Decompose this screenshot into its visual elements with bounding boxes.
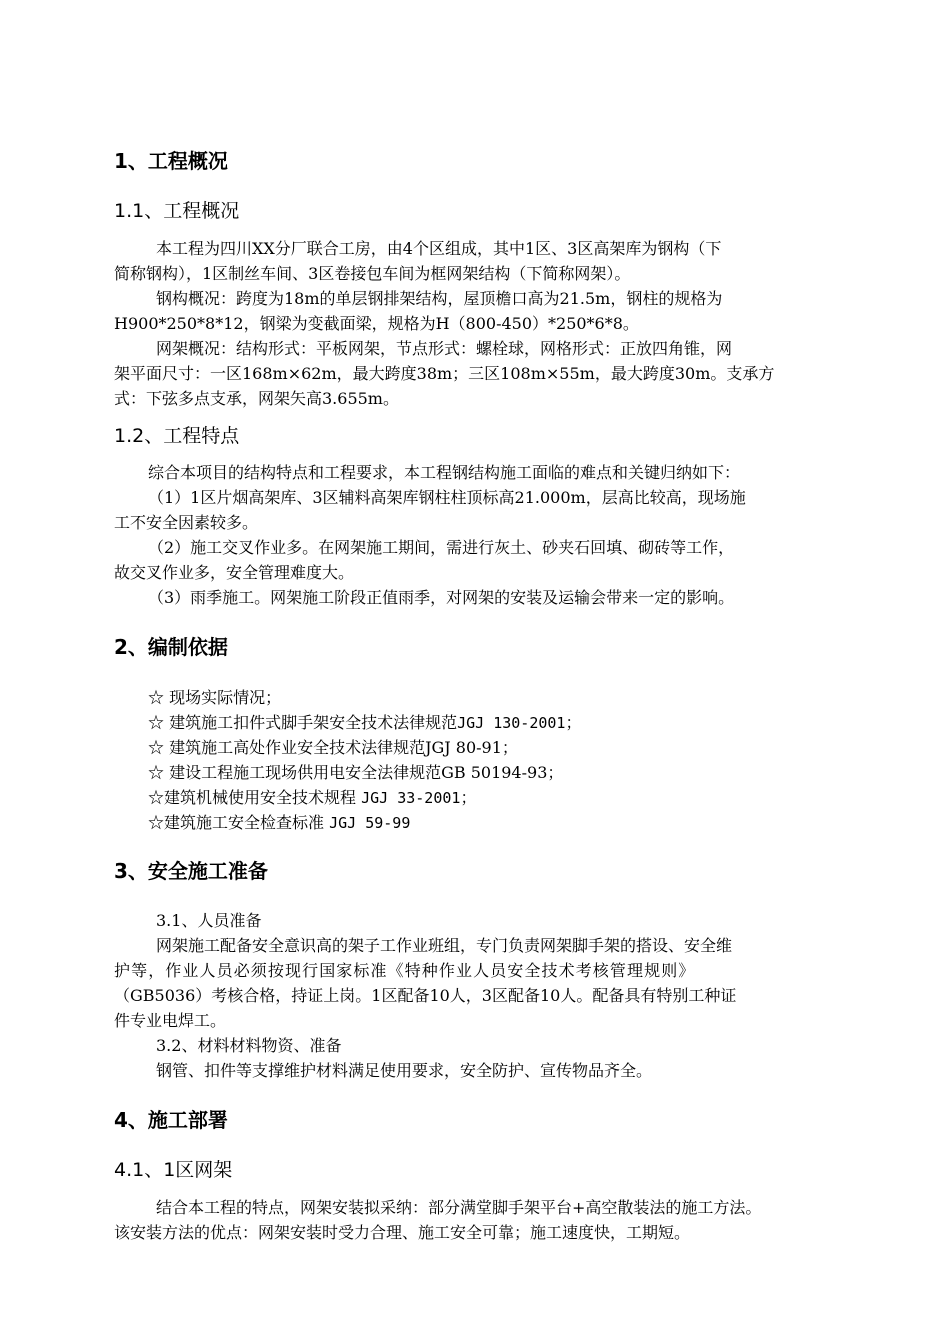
section-2-heading: 2、编制依据 <box>114 635 228 659</box>
para-1-2-item2-line1: （2）施工交叉作业多。在网架施工期间，需进行灰土、砂夹石回填、砌砖等工作， <box>148 538 735 557</box>
basis-item-6: ☆建筑施工安全检查标准 JGJ 59-99 <box>148 813 411 832</box>
para-3-1-line4: 件专业电焊工。 <box>114 1011 227 1030</box>
para-1-1-2-line2: H900*250*8*12，钢梁为变截面梁，规格为H（800-450）*250*6*8。 <box>114 314 639 333</box>
basis-item-1: ☆ 现场实际情况； <box>148 688 282 707</box>
para-1-2-item2-line2: 故交叉作业多，安全管理难度大。 <box>114 563 355 582</box>
basis-item-2: ☆ 建筑施工扣件式脚手架安全技术法律规范JGJ 130-2001； <box>148 713 582 732</box>
section-3-heading: 3、安全施工准备 <box>114 859 268 883</box>
para-3-1-line3: （GB5036）考核合格，持证上岗。1区配备10人，3区配备10人。配备具有特别工种证 <box>114 986 737 1005</box>
para-4-1-line1: 结合本工程的特点，网架安装拟采纳：部分满堂脚手架平台+高空散装法的施工方法。 <box>156 1198 762 1217</box>
section-1-heading: 1、工程概况 <box>114 149 228 173</box>
para-1-2-item3: （3）雨季施工。网架施工阶段正值雨季，对网架的安装及运输会带来一定的影响。 <box>148 588 735 607</box>
para-4-1-line2: 该安装方法的优点：网架安装时受力合理、施工安全可靠；施工速度快，工期短。 <box>114 1223 691 1242</box>
para-1-2-intro: 综合本项目的结构特点和工程要求，本工程钢结构施工面临的难点和关键归纳如下： <box>148 463 741 482</box>
para-1-1-3-line3: 式：下弦多点支承，网架矢高3.655m。 <box>114 389 399 408</box>
section-1-2-heading: 1.2、工程特点 <box>114 425 240 447</box>
para-3-1-line2: 护等，作业人员必须按现行国家标准《特种作业人员安全技术考核管理规则》 <box>114 961 696 980</box>
section-4-heading: 4、施工部署 <box>114 1108 228 1132</box>
section-1-1-heading: 1.1、工程概况 <box>114 200 240 222</box>
para-1-2-item1-line1: （1）1区片烟高架库、3区辅料高架库钢柱柱顶标高21.000m，层高比较高，现场施 <box>148 488 746 507</box>
basis-item-4: ☆ 建设工程施工现场供用电安全法律规范GB 50194-93； <box>148 763 564 782</box>
para-1-2-item1-line2: 工不安全因素较多。 <box>114 513 259 532</box>
section-4-1-heading: 4.1、1区网架 <box>114 1159 233 1181</box>
basis-item-3: ☆ 建筑施工高处作业安全技术法律规范JGJ 80-91； <box>148 738 518 757</box>
para-1-1-1-line2: 简称钢构），1区制丝车间、3区卷接包车间为框网架结构（下简称网架）。 <box>114 264 631 283</box>
para-1-1-3-line2: 架平面尺寸：一区168m×62m，最大跨度38m；三区108m×55m，最大跨度30m。支承方 <box>114 364 775 383</box>
section-3-1-heading: 3.1、人员准备 <box>156 911 262 930</box>
para-3-1-line1: 网架施工配备安全意识高的架子工作业班组，专门负责网架脚手架的搭设、安全维 <box>156 936 733 955</box>
para-1-1-2-line1: 钢构概况：跨度为18m的单层钢排架结构，屋顶檐口高为21.5m，钢柱的规格为 <box>156 289 723 308</box>
para-1-1-1-line1: 本工程为四川XX分厂联合工房，由4个区组成，其中1区、3区高架库为钢构（下 <box>156 239 722 258</box>
basis-item-5: ☆建筑机械使用安全技术规程 JGJ 33-2001； <box>148 788 477 807</box>
para-1-1-3-line1: 网架概况：结构形式：平板网架，节点形式：螺栓球，网格形式：正放四角锥，网 <box>156 339 733 358</box>
para-3-2: 钢管、扣件等支撑维护材料满足使用要求，安全防护、宣传物品齐全。 <box>156 1061 653 1080</box>
section-3-2-heading: 3.2、材料材料物资、准备 <box>156 1036 342 1055</box>
